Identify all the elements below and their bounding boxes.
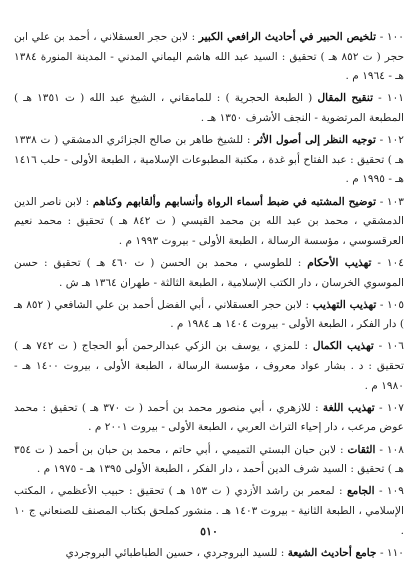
bib-entry-100: ١٠٠ - تلخيص الحبير في أحاديث الرافعي الكبير : لابن حجر العسقلاني ، أحمد بن علي ابن حجر ( ت ٨٥٢ هـ ) تحقيق : السيد عبد الله هاشم اليماني المدني - المدينة المنورة ١٣٨٤ هـ - ١٩٦٤ م .	[14, 31, 405, 83]
entry-title: تلخيص الحبير في أحاديث الرافعي الكبير	[198, 31, 377, 43]
entry-title: تهذيب الكمال	[312, 340, 374, 353]
entry-number: ١٠٩	[386, 485, 404, 498]
entry-number: ١٠٣	[386, 195, 404, 208]
bib-entry-102: ١٠٢ - توجيه النظر إلى أصول الأثر : للشيخ طاهر بن صالح الجزائري الدمشقي ( ت ١٣٣٨ هـ ) تحقيق : عبد الفتاح أبو غدة ، مكتبة المطبوعات الإسلامية ، الطبعة الأولى - حلب ١٤١٦ هـ - ١٩٩٥ م .	[14, 134, 404, 186]
entry-details: : للازهري ، أبي منصور محمد بن أحمد ( ت ٣٧٠ هـ ) تحقيق : محمد عوض مرعب ، دار إحياء التراث العربي ، الطبعة الأولى - بيروت ٢٠٠١ م .	[14, 401, 404, 434]
bib-entry-108: ١٠٨ - الثقات : لابن حبان البستي التميمي ، أبي حاتم ، محمد بن حبان بن أحمد ( ت ٣٥٤ هـ ) تحقيق : السيد شرف الدين أحمد ، دار الفكر ، الطبعة الأولى ١٣٩٥ هـ - ١٩٧٥ م .	[14, 443, 404, 476]
entry-number: ١٠٥	[386, 298, 405, 311]
entry-number: ١١٠	[386, 546, 404, 559]
entry-title: الجامع	[347, 485, 375, 498]
entry-details: : لابن ناصر الدين الدمشقي ، محمد بن عبد الله بن محمد القيسي ( ت ٨٤٢ هـ ) تحقيق : محمد نعيم العرقسوسي ، مؤسسة الرسالة ، الطبعة الأولى - بيروت ١٩٩٣ م .	[14, 195, 405, 247]
entry-title: تهذيب التهذيب	[312, 298, 377, 311]
entry-title: تهذيب الأحكام	[307, 256, 372, 269]
entry-title: جامع أحاديث الشيعة	[287, 546, 377, 559]
bib-entry-101: ١٠١ - تنقيح المقال ( الطبعة الحجرية ) : للمامقاني ، الشيخ عبد الله ( ت ١٣٥١ هـ ) المطبعة المرتضوية - النجف الأشرف ١٣٥٠ هـ .	[14, 92, 404, 124]
entry-title: تهذيب اللغة	[322, 401, 375, 414]
entry-details: : للمزي ، يوسف بن الزكي عبدالرحمن أبو الحجاج ( ت ٧٤٢ هـ ) تحقيق : د . بشار عواد معروف ، مؤسسة الرسالة ، الطبعة الأولى ، بيروت ١٤٠٠ هـ - ١٩٨٠ م .	[14, 340, 404, 392]
bib-entry-110: ١١٠ - جامع أحاديث الشيعة : للسيد البروجردي ، حسين الطباطبائي البروجردي	[65, 546, 404, 559]
entry-number: ١٠٧	[386, 401, 404, 414]
page-number: ٥١٠	[200, 525, 218, 538]
entry-number: ١٠٨	[386, 443, 404, 456]
entry-title: الثقات	[347, 443, 376, 456]
entry-details: : لابن حجر العسقلاني ، أبي الفضل أحمد بن علي الشافعي ( ٨٥٢ هـ ) دار الفكر ، الطبعة الأولى - بيروت ١٤٠٤ هـ ١٩٨٤ م .	[14, 298, 404, 331]
entry-details: : لمعمر بن راشد الأزدي ( ت ١٥٣ هـ ) تحقيق : حبيب الأعظمي ، المكتب الإسلامي ، الطبعة الثانية - بيروت ١٤٠٣ هـ . منشور كملحق بكتاب المصنف للصنعاني ج ١٠ .	[14, 485, 404, 537]
entry-number: ١٠٤	[386, 256, 404, 269]
bib-entry-105: ١٠٥ - تهذيب التهذيب : لابن حجر العسقلاني ، أبي الفضل أحمد بن علي الشافعي ( ٨٥٢ هـ ) دار الفكر ، الطبعة الأولى - بيروت ١٤٠٤ هـ ١٩٨٤ م .	[14, 298, 405, 331]
entry-details: : لابن حبان البستي التميمي ، أبي حاتم ، محمد بن حبان بن أحمد ( ت ٣٥٤ هـ ) تحقيق : السيد شرف الدين أحمد ، دار الفكر ، الطبعة الأولى ١٣٩٥ هـ - ١٩٧٥ م .	[14, 443, 404, 476]
bib-entry-103: ١٠٣ - توضيح المشتبه في ضبط أسماء الرواة وأنسابهم وألقابهم وكناهم : لابن ناصر الدين الدمشقي ، محمد بن عبد الله بن محمد القيسي ( ت ٨٤٢ هـ ) تحقيق : محمد نعيم العرقسوسي ، مؤسسة الرسالة ، الطبعة الأولى - بيروت ١٩٩٣ م .	[14, 195, 405, 247]
entry-details: : للسيد البروجردي ، حسين الطباطبائي البروجردي	[65, 546, 285, 559]
bib-entry-106: ١٠٦ - تهذيب الكمال : للمزي ، يوسف بن الزكي عبدالرحمن أبو الحجاج ( ت ٧٤٢ هـ ) تحقيق : د . بشار عواد معروف ، مؤسسة الرسالة ، الطبعة الأولى ، بيروت ١٤٠٠ هـ - ١٩٨٠ م .	[14, 340, 404, 392]
bib-entry-109: ١٠٩ - الجامع : لمعمر بن راشد الأزدي ( ت ١٥٣ هـ ) تحقيق : حبيب الأعظمي ، المكتب الإسلامي ، الطبعة الثانية - بيروت ١٤٠٣ هـ . منشور كملحق بكتاب المصنف للصنعاني ج ١٠ .	[14, 485, 404, 537]
bib-entry-107: ١٠٧ - تهذيب اللغة : للازهري ، أبي منصور محمد بن أحمد ( ت ٣٧٠ هـ ) تحقيق : محمد عوض مرعب ، دار إحياء التراث العربي ، الطبعة الأولى - بيروت ٢٠٠١ م .	[14, 401, 404, 434]
entry-number: ١٠١	[386, 92, 404, 105]
bib-entry-104: ١٠٤ - تهذيب الأحكام : للطوسي ، محمد بن الحسن ( ت ٤٦٠ هـ ) تحقيق : حسن الموسوي الخرسان ، دار الكتب الإسلامية ، الطبعة الثالثة - طهران ١٣٦٤ هـ ش .	[14, 256, 404, 289]
entry-details: : للطوسي ، محمد بن الحسن ( ت ٤٦٠ هـ ) تحقيق : حسن الموسوي الخرسان ، دار الكتب الإسلامية ، الطبعة الثالثة - طهران ١٣٦٤ هـ ش .	[14, 256, 404, 289]
entry-details: : لابن حجر العسقلاني ، أحمد بن علي ابن حجر ( ت ٨٥٢ هـ ) تحقيق : السيد عبد الله هاشم اليماني المدني - المدينة المنورة ١٣٨٤ هـ - ١٩٦٤ م .	[14, 31, 405, 83]
entry-title: تنقيح المقال	[317, 92, 374, 105]
bibliography-page	[14, 28, 404, 566]
entry-number: ١٠٢	[386, 134, 404, 147]
entry-details: : للشيخ طاهر بن صالح الجزائري الدمشقي ( ت ١٣٣٨ هـ ) تحقيق : عبد الفتاح أبو غدة ، مكتبة المطبوعات الإسلامية ، الطبعة الأولى - حلب ١٤١٦ هـ - ١٩٩٥ م .	[14, 134, 404, 186]
entry-title: توضيح المشتبه في ضبط أسماء الرواة وأنسابهم وألقابهم وكناهم	[92, 195, 377, 208]
entry-details: ( الطبعة الحجرية ) : للمامقاني ، الشيخ عبد الله ( ت ١٣٥١ هـ ) المطبعة المرتضوية - النجف الأشرف ١٣٥٠ هـ .	[14, 92, 404, 124]
entry-number: ١٠٠	[386, 31, 404, 43]
entry-title: توجيه النظر إلى أصول الأثر	[254, 134, 376, 147]
entry-number: ١٠٦	[386, 340, 404, 353]
